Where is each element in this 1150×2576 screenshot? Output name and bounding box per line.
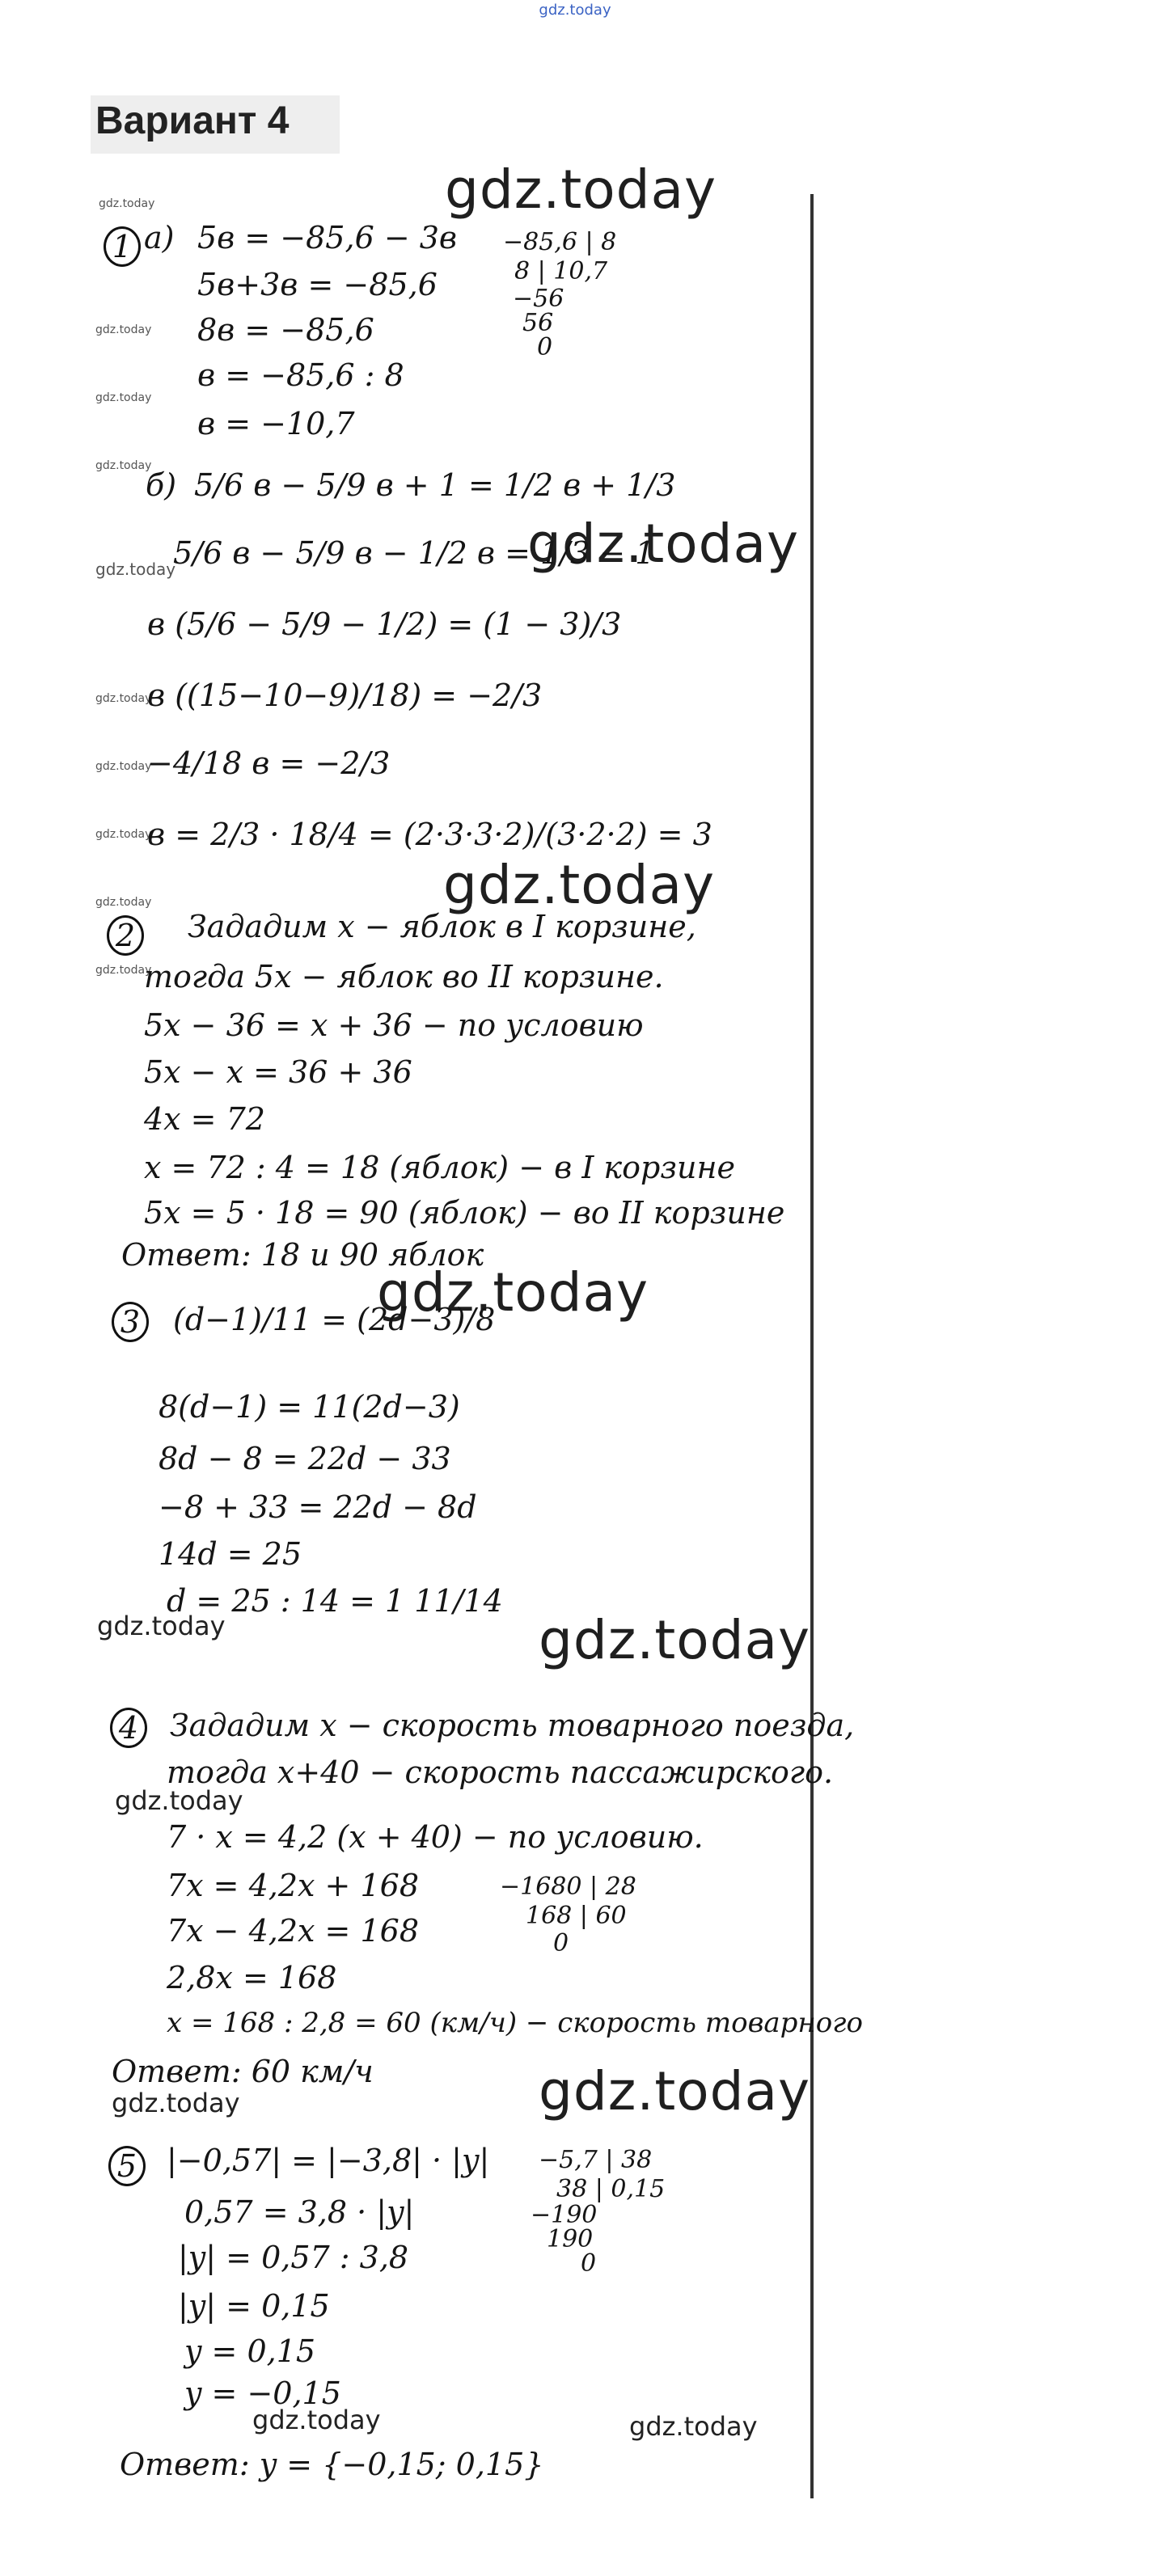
text-line: тогда x+40 − скорость пассажирского. [167, 1755, 834, 1790]
equation-line: в = −10,7 [197, 406, 355, 441]
top-watermark: gdz.today [539, 2, 611, 19]
equation-line: 0,57 = 3,8 · |y| [184, 2194, 415, 2230]
task-number: 3 [112, 1302, 149, 1342]
long-division: −1680 | 28 [500, 1873, 636, 1901]
long-division: 168 | 60 [526, 1902, 627, 1930]
long-division: 0 [581, 2249, 597, 2278]
equation-line: (d−1)/11 = (2d−3)/8 [173, 1302, 496, 1337]
equation-line: x = 72 : 4 = 18 (яблок) − в I корзине [144, 1150, 736, 1185]
watermark: gdz.today [527, 513, 800, 575]
equation-line: |y| = 0,57 : 3,8 [178, 2240, 409, 2275]
answer-line: Ответ: 18 и 90 яблок [121, 1237, 484, 1273]
task-number: 5 [108, 2146, 146, 2186]
text-line: тогда 5x − яблок во II корзине. [144, 959, 664, 995]
equation-line: 5x − 36 = x + 36 − по условию [144, 1007, 644, 1043]
watermark: gdz.today [95, 560, 176, 579]
equation-line: 5в+3в = −85,6 [197, 267, 438, 302]
watermark: gdz.today [95, 391, 152, 404]
equation-line: 5x = 5 · 18 = 90 (яблок) − во II корзине [144, 1195, 785, 1231]
equation-line: |−0,57| = |−3,8| · |y| [167, 2143, 490, 2178]
equation-line: −8 + 33 = 22d − 8d [159, 1489, 477, 1525]
system-line: y = −0,15 [184, 2375, 341, 2411]
equation-line: 14d = 25 [159, 1536, 302, 1572]
answer-line: Ответ: 60 км/ч [112, 2054, 374, 2089]
long-division: 0 [537, 333, 553, 361]
long-division: −85,6 | 8 [503, 228, 617, 256]
task-number: 4 [110, 1708, 147, 1748]
watermark: gdz.today [445, 158, 717, 221]
watermark: gdz.today [115, 1785, 243, 1816]
equation-line: в (5/6 − 5/9 − 1/2) = (1 − 3)/3 [147, 606, 622, 642]
task-label: б) [146, 467, 177, 503]
watermark: gdz.today [95, 896, 152, 909]
long-division: −190 [531, 2201, 598, 2229]
equation-line: 8(d−1) = 11(2d−3) [159, 1389, 460, 1425]
watermark: gdz.today [629, 2411, 758, 2442]
system-line: y = 0,15 [184, 2333, 316, 2369]
watermark: gdz.today [95, 964, 152, 977]
equation-line: 5/6 в − 5/9 в − 1/2 в = 1/3 − 1 [173, 535, 655, 571]
equation-line: d = 25 : 14 = 1 11/14 [167, 1583, 503, 1619]
answer-line: Ответ: y = {−0,15; 0,15} [120, 2447, 544, 2482]
long-division: 0 [553, 1929, 569, 1957]
margin-line [810, 194, 814, 2498]
equation-line: 4x = 72 [144, 1101, 265, 1137]
watermark: gdz.today [99, 197, 155, 210]
equation-line: в = −85,6 : 8 [197, 357, 404, 393]
equation-line: 7x − 4,2x = 168 [167, 1913, 419, 1949]
page-title: Вариант 4 [95, 99, 290, 142]
watermark: gdz.today [539, 2060, 811, 2122]
watermark: gdz.today [377, 1261, 649, 1324]
watermark: gdz.today [95, 828, 152, 841]
equation-line: 8d − 8 = 22d − 33 [159, 1441, 451, 1476]
watermark: gdz.today [443, 854, 716, 916]
watermark: gdz.today [95, 459, 152, 472]
watermark: gdz.today [95, 323, 152, 336]
task-label: а) [144, 220, 175, 255]
equation-line: 8в = −85,6 [197, 312, 374, 348]
watermark: gdz.today [95, 692, 152, 705]
text-line: Зададим x − яблок в I корзине, [188, 909, 696, 944]
equation-line: 7x = 4,2x + 168 [167, 1868, 419, 1903]
long-division: 8 | 10,7 [514, 257, 608, 285]
equation-line: x = 168 : 2,8 = 60 (км/ч) − скорость товарного [167, 2007, 863, 2039]
long-division: −5,7 | 38 [539, 2146, 653, 2174]
equation-line: 2,8x = 168 [167, 1960, 337, 1995]
long-division: 190 [547, 2225, 594, 2253]
equation-line: в = 2/3 · 18/4 = (2·3·3·2)/(3·2·2) = 3 [147, 817, 712, 852]
equation-line: 7 · x = 4,2 (x + 40) − по условию. [167, 1819, 704, 1855]
equation-line: |y| = 0,15 [178, 2288, 330, 2324]
text-line: Зададим x − скорость товарного поезда, [170, 1708, 855, 1743]
watermark: gdz.today [97, 1611, 226, 1641]
equation-line: 5/6 в − 5/9 в + 1 = 1/2 в + 1/3 [194, 467, 676, 503]
long-division: 56 [522, 309, 554, 337]
watermark: gdz.today [95, 760, 152, 773]
equation-line: −4/18 в = −2/3 [147, 745, 391, 781]
long-division: −56 [513, 285, 564, 313]
equation-line: 5в = −85,6 − 3в [197, 220, 458, 255]
watermark: gdz.today [252, 2405, 381, 2435]
task-number: 2 [107, 915, 144, 956]
long-division: 38 | 0,15 [556, 2175, 666, 2203]
task-number: 1 [104, 226, 141, 267]
equation-line: 5x − x = 36 + 36 [144, 1054, 412, 1090]
watermark: gdz.today [112, 2088, 240, 2118]
equation-line: в ((15−10−9)/18) = −2/3 [147, 678, 543, 713]
watermark: gdz.today [539, 1609, 811, 1671]
